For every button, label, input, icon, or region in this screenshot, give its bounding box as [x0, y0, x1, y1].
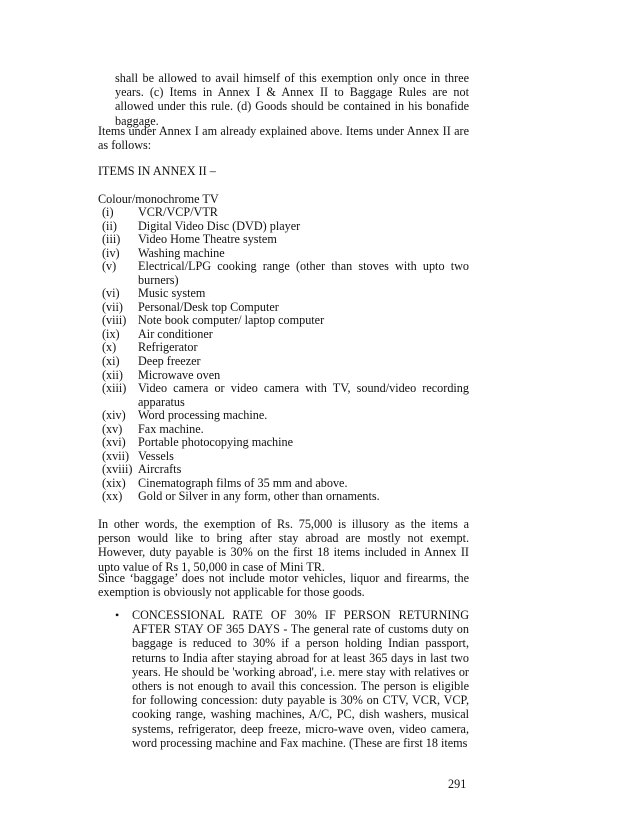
list-item-number: (x)	[102, 340, 117, 355]
list-item-number: (xiii)	[102, 381, 127, 396]
list-item-text: Word processing machine.	[138, 408, 268, 423]
list-item-number: (iv)	[102, 245, 120, 260]
list-item-text: Electrical/LPG cooking range (other than stoves with upto two burners)	[138, 259, 469, 287]
list-item	[98, 450, 469, 464]
annex-ii-heading: ITEMS IN ANNEX II –	[98, 164, 216, 178]
list-item-text: Digital Video Disc (DVD) player	[138, 218, 301, 233]
concessional-rate-bullet	[115, 608, 469, 750]
list-item-text: Gold or Silver in any form, other than ornaments.	[138, 489, 380, 504]
list-item	[98, 382, 469, 409]
list-item-number: (ii)	[102, 218, 117, 233]
list-item	[98, 369, 469, 383]
list-item-number: (xv)	[102, 421, 123, 436]
list-item-text: Personal/Desk top Computer	[138, 299, 279, 314]
annex-intro-paragraph: Items under Annex I am already explained above. Items under Annex II are as follows:	[98, 124, 469, 153]
annex-ii-first-item: Colour/monochrome TV	[98, 192, 219, 206]
list-item-text: Microwave oven	[138, 367, 221, 382]
list-item-number: (ix)	[102, 326, 120, 341]
list-item-number: (xi)	[102, 354, 120, 369]
list-item-number: (xix)	[102, 475, 126, 490]
intro-paragraph: shall be allowed to avail himself of this exemption only once in three years. (c) Items in Annex I & Annex II to Baggage Rules are not allowed under this rule. (d) Goods should be contained in his bonafide baggage.	[115, 71, 469, 128]
list-item	[98, 260, 469, 287]
list-item	[98, 463, 469, 477]
list-item-number: (xx)	[102, 489, 123, 504]
list-item	[98, 436, 469, 450]
list-item	[98, 409, 469, 423]
list-item	[98, 247, 469, 261]
list-item	[98, 328, 469, 342]
list-item	[98, 423, 469, 437]
list-item-text: Aircrafts	[138, 462, 182, 477]
list-item-text: Note book computer/ laptop computer	[138, 313, 325, 328]
list-item-number: (xvi)	[102, 435, 126, 450]
list-item	[98, 477, 469, 491]
annex-ii-item-list	[98, 206, 469, 504]
bullet-icon: •	[115, 608, 120, 622]
list-item	[98, 233, 469, 247]
list-item-text: VCR/VCP/VTR	[138, 205, 218, 219]
list-item-number: (iii)	[102, 232, 121, 247]
list-item-number: (viii)	[102, 313, 127, 328]
page-number: 291	[448, 777, 467, 791]
list-item-text: Portable photocopying machine	[138, 435, 294, 450]
list-item	[98, 314, 469, 328]
list-item-text: Music system	[138, 286, 206, 301]
list-item-text: Cinematograph films of 35 mm and above.	[138, 475, 348, 490]
baggage-paragraph: Since ‘baggage’ does not include motor vehicles, liquor and firearms, the exemption is obviously not applicable for those goods.	[98, 571, 469, 600]
list-item	[98, 287, 469, 301]
list-item	[98, 355, 469, 369]
list-item	[98, 206, 469, 220]
list-item-text: Vessels	[138, 448, 174, 463]
list-item-number: (vi)	[102, 286, 120, 301]
list-item-number: (xvii)	[102, 448, 130, 463]
bullet-text: CONCESSIONAL RATE OF 30% IF PERSON RETURNING AFTER STAY OF 365 DAYS - The general rate of customs duty on baggage is reduced to 30% if a person holding Indian passport, returns to India after staying abroad for at least 365 days in last two years. He should be 'working abroad', i.e. mere stay with relatives or others is not enough to avail this concession. The person is eligible for following concession: duty payable is 30% on CTV, VCR, VCP, cooking range, washing machines, A/C, PC, dish washers, musical systems, refrigerator, deep freeze, micro-wave oven, video camera, word processing machine and Fax machine. (These are first 18 items	[132, 608, 469, 750]
list-item-text: Refrigerator	[138, 340, 198, 355]
list-item-text: Washing machine	[138, 245, 225, 260]
list-item-text: Fax machine.	[138, 421, 204, 436]
list-item	[98, 220, 469, 234]
list-item-number: (xviii)	[102, 462, 133, 477]
list-item-number: (v)	[102, 259, 117, 274]
list-item-number: (i)	[102, 205, 114, 219]
list-item-text: Video camera or video camera with TV, sound/video recording apparatus	[138, 381, 469, 409]
list-item-text: Deep freezer	[138, 354, 201, 369]
list-item-number: (xiv)	[102, 408, 126, 423]
list-item	[98, 301, 469, 315]
list-item-text: Video Home Theatre system	[138, 232, 277, 247]
list-item-number: (xii)	[102, 367, 123, 382]
list-item	[98, 490, 469, 504]
list-item-text: Air conditioner	[138, 326, 213, 341]
list-item-number: (vii)	[102, 299, 123, 314]
exemption-paragraph: In other words, the exemption of Rs. 75,000 is illusory as the items a person would like to bring after stay abroad are mostly not exempt. However, duty payable is 30% on the first 18 items included in Annex II upto value of Rs 1, 50,000 in case of Mini TR.	[98, 517, 469, 574]
list-item	[98, 341, 469, 355]
